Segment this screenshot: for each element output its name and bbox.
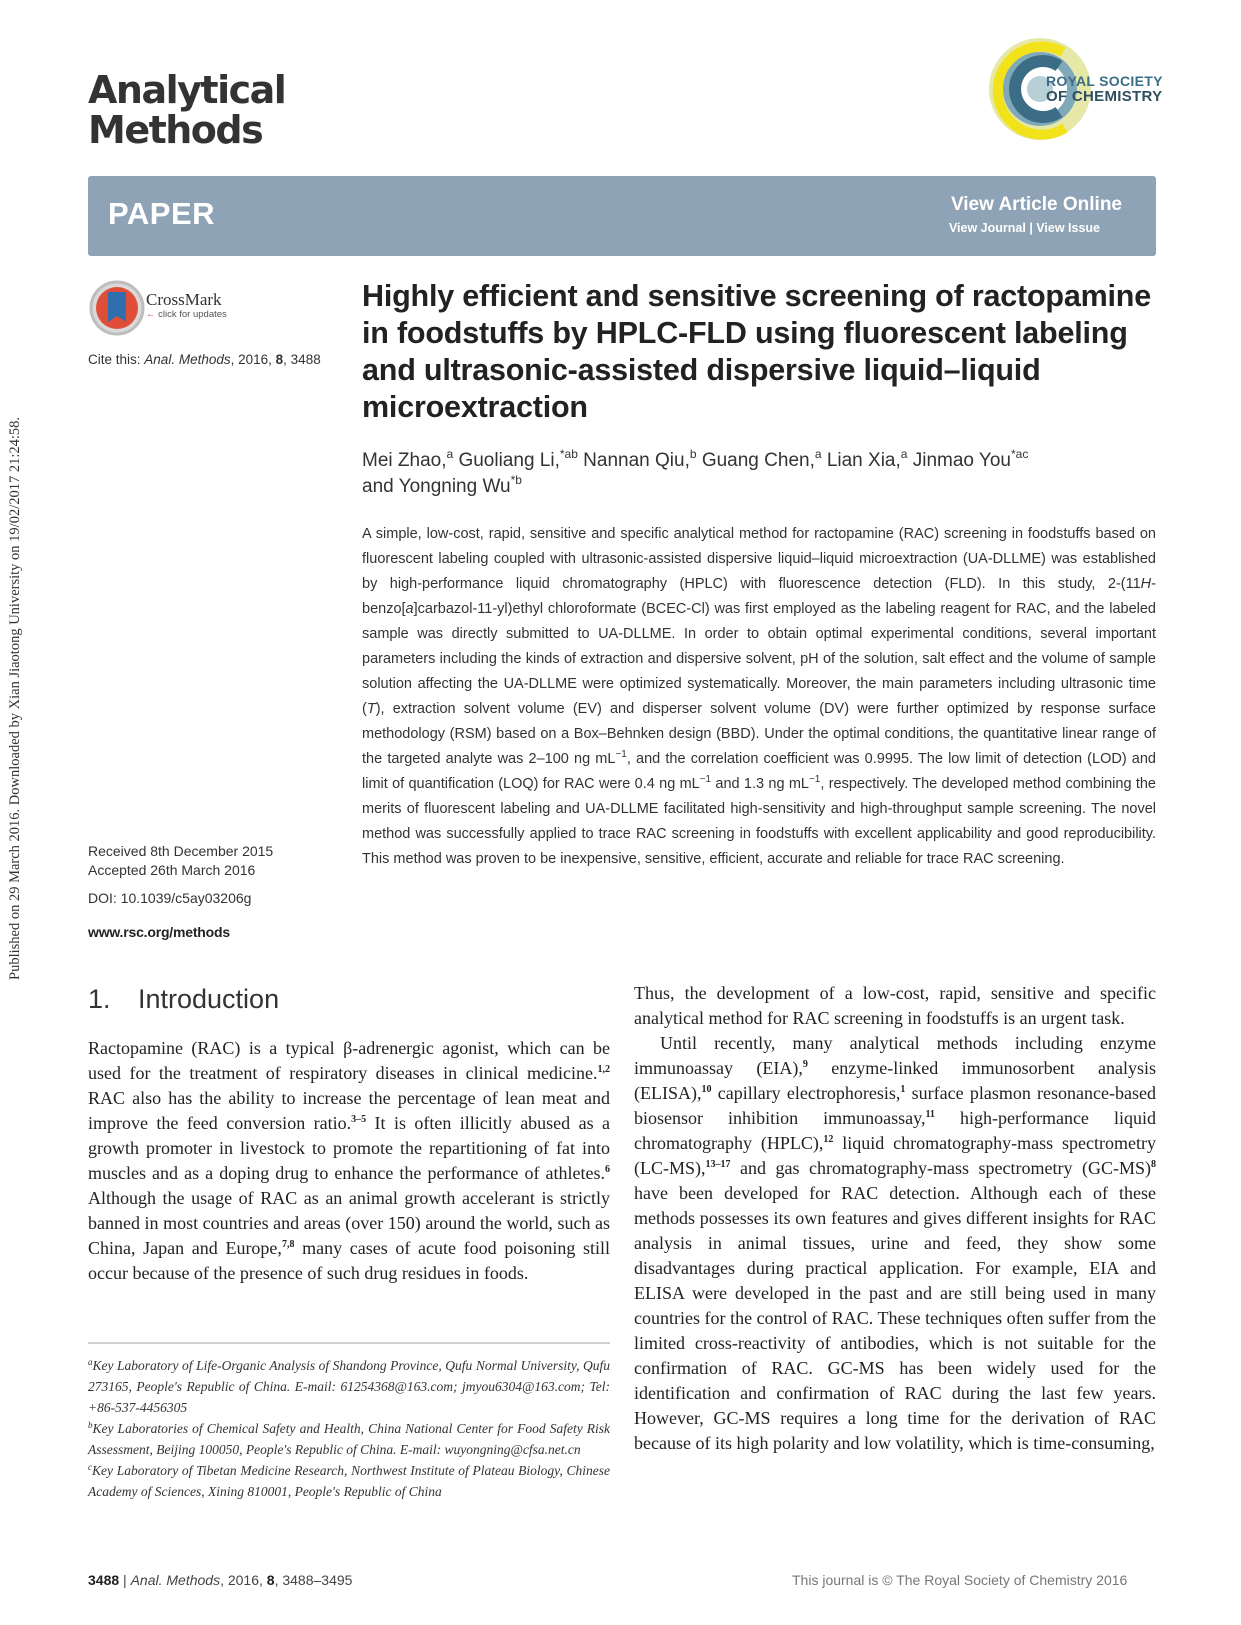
intro-left-column (88, 1036, 610, 1286)
arrow-left-icon: ← (146, 309, 156, 320)
journal-name-line2: Methods (88, 108, 263, 152)
accepted-date: Accepted 26th March 2016 (88, 862, 256, 878)
citation (88, 352, 321, 367)
view-article-online-link[interactable]: View Article Online (950, 194, 1122, 215)
affiliation-footnotes (88, 1355, 610, 1502)
page-number: 3488 (88, 1572, 120, 1588)
banner-separator: | (1029, 221, 1033, 235)
publisher-line1: ROYAL SOCIETY (1046, 73, 1163, 89)
journal-name-line1: Analytical (88, 68, 286, 112)
section-heading (88, 984, 279, 1015)
footnote: $^a$Key Laboratory of Life-Organic Analysis of Shandong Province, Qufu Normal University, Qufu 273165, People's Republic of China. E-mail: 61254368@163.com; jmyou6304@163.com; Tel: +86-537-4456305 (88, 1357, 610, 1415)
paragraph: Until recently, many analytical methods including enzyme immunoassay (EIA),$^9$ enzyme-linked immunosorbent analysis (ELISA),$^{10}$ capillary electrophoresis,$^1$ surface plasmon resonance-based biosensor inhibition immunoassay,$^{11}$ high-performance liquid chromatography (HPLC),$^{12}$ liquid chromatography-mass spectrometry (LC-MS),$^{13-17}$ and gas chromatography-mass spectrometry $(GC-MS)^8$ have been developed for RAC detection. Although each of these methods possesses its own features and gives different insights for RAC analysis in animal tissues, urine and feed, they show some disadvantages during practical application. For example, EIA and ELISA were developed in the past and are still being used in many countries for the control of RAC. These techniques often suffer from the limited cross-reactivity of antibodies, which is not suitable for the confirmation of RAC. GC-MS has been widely used for the identification and confirmation of RAC during the last few years. However, GC-MS requires a long time for the derivation of RAC because of its high polarity and low volatility, which is time-consuming, (634, 1033, 1157, 1453)
reference-link[interactable]: 9 (802, 1059, 808, 1070)
journal-logo[interactable] (88, 70, 285, 150)
cite-page: , 3488 (283, 352, 321, 367)
footer-copyright: This journal is © The Royal Society of Chemistry 2016 (792, 1572, 1128, 1588)
cite-journal: Anal. Methods (144, 352, 231, 367)
footnote: $^c$Key Laboratory of Tibetan Medicine Research, Northwest Institute of Plateau Biology, Chinese Academy of Sciences, Xining 810001, People's Republic of China (88, 1462, 610, 1499)
author: Lian Xia,$^a$ (826, 447, 908, 471)
author-list (362, 448, 1152, 500)
author: and Yongning Wu$^{*b}$ (362, 473, 522, 497)
paragraph: Ractopamine (RAC) is a typical β-adrenergic agonist, which can be used for the treatment of respiratory diseases in clinical medicine.$^{1,2}$ RAC also has the ability to increase the percentage of lean meat and improve the feed conversion ratio.$^{3-5}$ It is often illicitly abused as a growth promoter in livestock to promote the repartitioning of fat into muscles and as a doping drug to enhance the performance of athletes.$^6$ Although the usage of RAC as an animal growth accelerant is strictly banned in most countries and areas (over 150) around the world, such as China, Japan and Europe,$^{7,8}$ many cases of acute food poisoning still occur because of the presence of such drug residues in foods. (88, 1038, 611, 1283)
crossmark-subtitle-text: click for updates (158, 309, 227, 320)
reference-link[interactable]: 1,2 (597, 1064, 610, 1075)
crossmark-title[interactable]: CrossMark (146, 290, 222, 309)
paragraph: Thus, the development of a low-cost, rapid, sensitive and specific analytical method for RAC screening in foodstuffs is an urgent task. (634, 983, 1156, 1028)
reference-link[interactable]: 8 (1151, 1159, 1156, 1170)
author: Guang Chen,$^a$ (701, 447, 822, 471)
footer-citation: 3488 | Anal. Methods, 2016, 8, 3488–3495 (88, 1572, 353, 1588)
publication-side-note: Published on 29 March 2016. Downloaded by Xian Jiaotong University on 19/02/2017 21:24:58. (7, 416, 23, 980)
section-title: Introduction (138, 984, 280, 1014)
publisher-name (1046, 74, 1163, 104)
cite-label: Cite this: (88, 352, 141, 367)
author: Jinmao You$^{*ac}$ (912, 447, 1029, 471)
publisher-line2: OF CHEMISTRY (1046, 88, 1163, 105)
footnote: $^b$Key Laboratories of Chemical Safety and Health, China National Center for Food Safety Risk Assessment, Beijing 100050, People's Republic of China. E-mail: wuyongning@cfsa.net.cn (88, 1420, 610, 1457)
author: Guoliang Li,$^{*ab}$ (458, 447, 578, 471)
cite-volume: 8 (275, 352, 284, 367)
footnote-divider (88, 1342, 610, 1344)
author: Mei Zhao,$^a$ (362, 447, 454, 471)
section-number: 1. (88, 984, 111, 1014)
reference-link[interactable]: 13–17 (705, 1159, 731, 1170)
reference-link[interactable]: 7,8 (281, 1239, 295, 1250)
view-issue-link[interactable]: View Issue (1036, 221, 1100, 235)
article-type: PAPER (108, 196, 216, 231)
reference-link[interactable]: 11 (925, 1109, 935, 1120)
author: Nannan Qiu,$^b$ (583, 447, 697, 471)
crossmark-icon[interactable] (88, 278, 148, 338)
crossmark-subtitle[interactable] (146, 309, 227, 320)
banner-sublinks (949, 221, 1100, 235)
reference-link[interactable]: 6 (605, 1164, 610, 1175)
reference-link[interactable]: 12 (823, 1134, 834, 1145)
abstract: A simple, low-cost, rapid, sensitive and specific analytical method for ractopamine (RAC) screening in foodstuffs based on fluorescent labeling coupled with ultrasonic-assisted dispersive liquid–liquid microextraction (UA-DLLME) was established by high-performance liquid chromatography (HPLC) with fluorescence detection (FLD). In this study, 2-(11H-benzo[a]carbazol-11-yl)ethyl chloroformate (BCEC-Cl) was first employed as the labeling reagent for RAC, and the labeled sample was directly submitted to UA-DLLME. In order to obtain optimal experimental conditions, several important parameters including the kinds of extraction and dispersive solvent, pH of the solution, salt effect and the volume of sample solution affecting the UA-DLLME were optimized systematically. Moreover, the main parameters including ultrasonic time (T), extraction solvent volume (EV) and disperser solvent volume (DV) were further optimized by response surface methodology (RSM) based on a Box–Behnken design (BBD). Under the optimal conditions, the quantitative linear range of the targeted analyte was 2–100 ng $mL^{-1}$, and the correlation coefficient was 0.9995. The low limit of detection (LOD) and limit of quantification (LOQ) for RAC were 0.4 ng $mL^{-1}$ and 1.3 ng $mL^{-1}$, respectively. The developed method combining the merits of fluorescent labeling and UA-DLLME facilitated high-sensitivity and high-throughput sample screening. The novel method was successfully applied to trace RAC screening in foodstuffs with excellent applicability and good reproducibility. This method was proven to be inexpensive, sensitive, efficient, accurate and reliable for trace RAC screening. (362, 526, 1156, 867)
article-banner (88, 176, 1156, 256)
doi[interactable]: DOI: 10.1039/c5ay03206g (88, 890, 252, 906)
cite-year: , 2016, (230, 352, 276, 367)
reference-link[interactable]: 3–5 (351, 1114, 367, 1125)
view-journal-link[interactable]: View Journal (948, 221, 1026, 235)
received-date: Received 8th December 2015 (88, 843, 274, 859)
journal-website-link[interactable]: www.rsc.org/methods (88, 924, 230, 940)
reference-link[interactable]: 10 (701, 1084, 712, 1095)
article-title: Highly efficient and sensitive screening of ractopamine in foodstuffs by HPLC-FLD using fluorescent labeling and ultrasonic-assisted dispersive liquid–liquid microextraction (362, 279, 1151, 424)
reference-link[interactable]: 1 (900, 1084, 906, 1095)
intro-right-column (634, 981, 1156, 1456)
